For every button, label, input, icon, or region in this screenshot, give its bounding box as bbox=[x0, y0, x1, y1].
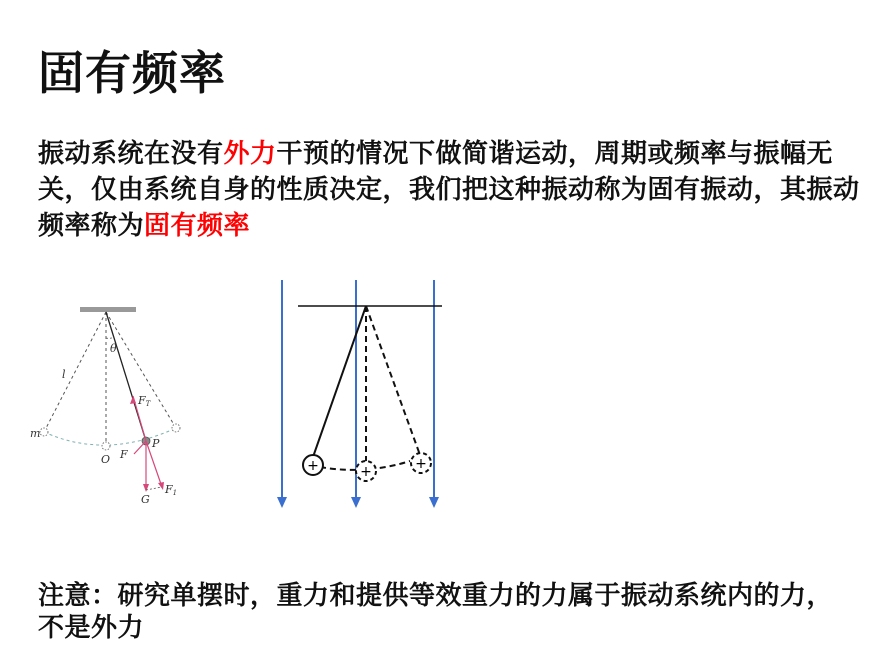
restoring-force-arrow bbox=[134, 441, 146, 454]
pendulum-swing-diagram bbox=[260, 275, 460, 515]
paragraph-text-2: 干预的情况下做简谐运动，周期或频率与振幅无关，仅由系统自身的性质决定，我们把这种振动称为固有振动，其振动频率称为 bbox=[38, 139, 860, 241]
reference-arrowhead-right bbox=[429, 497, 439, 508]
tension-arrowhead bbox=[130, 396, 136, 404]
note-text: 注意：研究单摆时，重力和提供等效重力的力属于振动系统内的力，不是外力 bbox=[38, 581, 834, 643]
component-arrowhead bbox=[158, 482, 164, 490]
string-solid-left bbox=[313, 306, 366, 457]
page-title: 固有频率 bbox=[38, 46, 226, 100]
reference-arrowhead-center bbox=[351, 497, 361, 508]
string-dashed-right bbox=[366, 306, 420, 455]
bob-center bbox=[102, 442, 110, 450]
label-mass: m bbox=[30, 427, 41, 440]
label-component: F1 bbox=[165, 483, 178, 497]
label-theta: θ bbox=[110, 342, 117, 355]
definition-paragraph bbox=[38, 136, 883, 244]
label-gravity: G bbox=[141, 493, 150, 506]
bob-right bbox=[172, 424, 180, 432]
string-left-dashed bbox=[44, 312, 106, 432]
highlight-external-force: 外力 bbox=[223, 139, 277, 169]
pendulum-force-diagram bbox=[20, 300, 200, 510]
bob-center-symbol: + bbox=[360, 464, 372, 480]
theta-arc bbox=[106, 337, 114, 338]
bob-left bbox=[40, 428, 48, 436]
paragraph-text-1: 振动系统在没有 bbox=[38, 139, 224, 169]
label-force: F bbox=[120, 448, 128, 461]
label-tension: FT bbox=[138, 394, 151, 408]
string-right-dashed bbox=[106, 312, 176, 428]
highlight-natural-frequency: 固有频率 bbox=[144, 211, 251, 241]
label-point-p: P bbox=[152, 437, 160, 450]
label-length: l bbox=[62, 368, 66, 381]
bob-solid-symbol: + bbox=[307, 458, 319, 474]
bob-right-symbol: + bbox=[415, 456, 427, 472]
component-dashed bbox=[146, 487, 162, 490]
ceiling-support bbox=[80, 307, 136, 312]
gravity-arrowhead bbox=[143, 484, 149, 492]
reference-arrowhead-left bbox=[277, 497, 287, 508]
label-origin: O bbox=[101, 453, 111, 466]
